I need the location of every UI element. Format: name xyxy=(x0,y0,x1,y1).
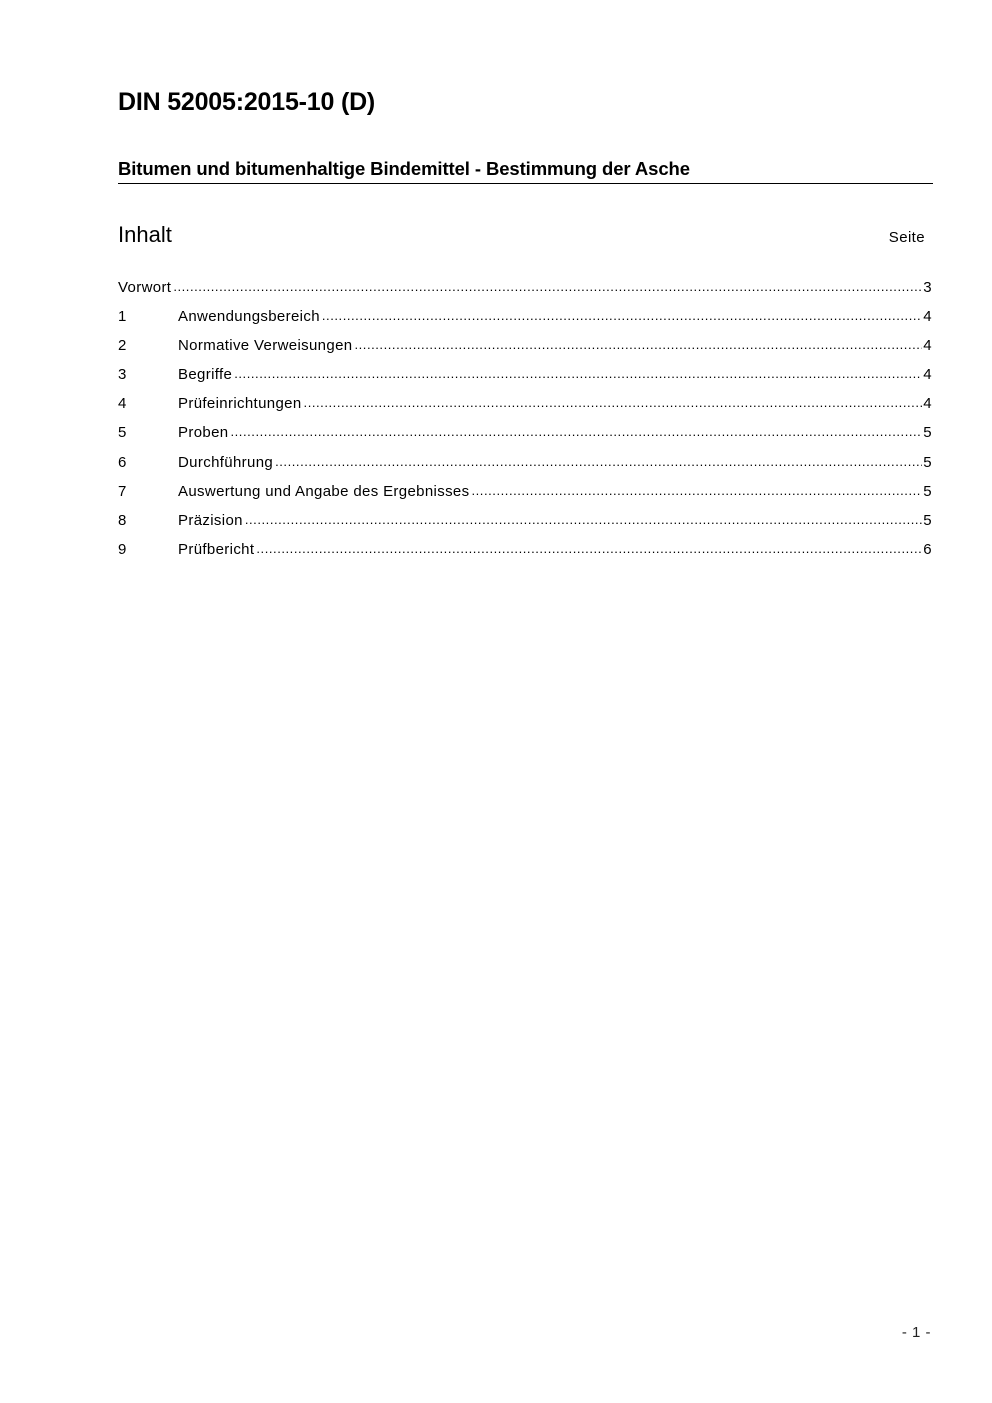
toc-entry-title: Anwendungsbereich xyxy=(178,308,320,326)
toc-entry-page: 4 xyxy=(923,395,932,413)
toc-entry-title: Normative Verweisungen xyxy=(178,337,353,355)
toc-entry-2[interactable] xyxy=(118,337,932,366)
toc-entry-page: 6 xyxy=(923,540,932,558)
toc-entry-6[interactable] xyxy=(118,454,932,483)
toc-entry-page: 4 xyxy=(923,337,932,355)
toc-entry-title: Präzision xyxy=(178,511,243,529)
toc-entry-9[interactable] xyxy=(118,541,932,570)
toc-entry-vorwort[interactable] xyxy=(118,279,932,308)
toc-entry-page: 5 xyxy=(923,482,932,500)
toc-entry-number: 5 xyxy=(118,424,127,442)
toc-entry-page: 3 xyxy=(923,279,932,296)
toc-entry-number: 3 xyxy=(118,366,127,384)
toc-entry-number: 6 xyxy=(118,453,127,471)
toc-entry-number: 8 xyxy=(118,511,127,529)
document-title: Bitumen und bitumenhaltige Bindemittel - Bestimmung der Asche xyxy=(118,158,933,184)
toc-entry-title: Durchführung xyxy=(178,453,274,471)
table-of-contents xyxy=(118,279,932,570)
toc-entry-3[interactable] xyxy=(118,366,932,395)
page-number-footer: - 1 - xyxy=(901,1324,931,1341)
toc-entry-7[interactable] xyxy=(118,483,932,512)
toc-entry-number: 9 xyxy=(118,540,127,558)
toc-entry-title: Proben xyxy=(178,424,229,442)
toc-dot-leader xyxy=(322,307,922,324)
toc-dot-leader xyxy=(304,394,923,411)
toc-dot-leader xyxy=(354,336,922,353)
toc-entry-title: Auswertung und Angabe des Ergebnisses xyxy=(178,482,470,500)
toc-entry-page: 4 xyxy=(923,366,932,384)
toc-entry-title: Prüfeinrichtungen xyxy=(178,395,302,413)
toc-entry-number: 4 xyxy=(118,395,127,413)
toc-entry-1[interactable] xyxy=(118,308,932,337)
toc-entry-title: Vorwort xyxy=(118,279,172,296)
toc-entry-number: 1 xyxy=(118,308,127,326)
toc-entry-page: 5 xyxy=(923,511,932,529)
toc-entry-number: 7 xyxy=(118,482,127,500)
document-number: DIN 52005:2015-10 (D) xyxy=(118,88,376,116)
toc-entry-5[interactable] xyxy=(118,424,932,453)
toc-entry-title: Begriffe xyxy=(178,366,233,384)
toc-entry-number: 2 xyxy=(118,337,127,355)
toc-dot-leader xyxy=(230,423,922,440)
toc-dot-leader xyxy=(275,453,922,470)
toc-dot-leader xyxy=(245,511,922,528)
toc-page-column-label: Seite xyxy=(888,229,925,246)
toc-dot-leader xyxy=(173,278,922,295)
toc-heading: Inhalt xyxy=(118,222,172,247)
toc-entry-4[interactable] xyxy=(118,395,932,424)
toc-entry-8[interactable] xyxy=(118,512,932,541)
toc-dot-leader xyxy=(471,482,922,499)
toc-dot-leader xyxy=(234,365,922,382)
toc-entry-page: 4 xyxy=(923,308,932,326)
toc-entry-page: 5 xyxy=(923,424,932,442)
toc-entry-page: 5 xyxy=(923,453,932,471)
toc-dot-leader xyxy=(256,540,922,557)
toc-entry-title: Prüfbericht xyxy=(178,540,255,558)
